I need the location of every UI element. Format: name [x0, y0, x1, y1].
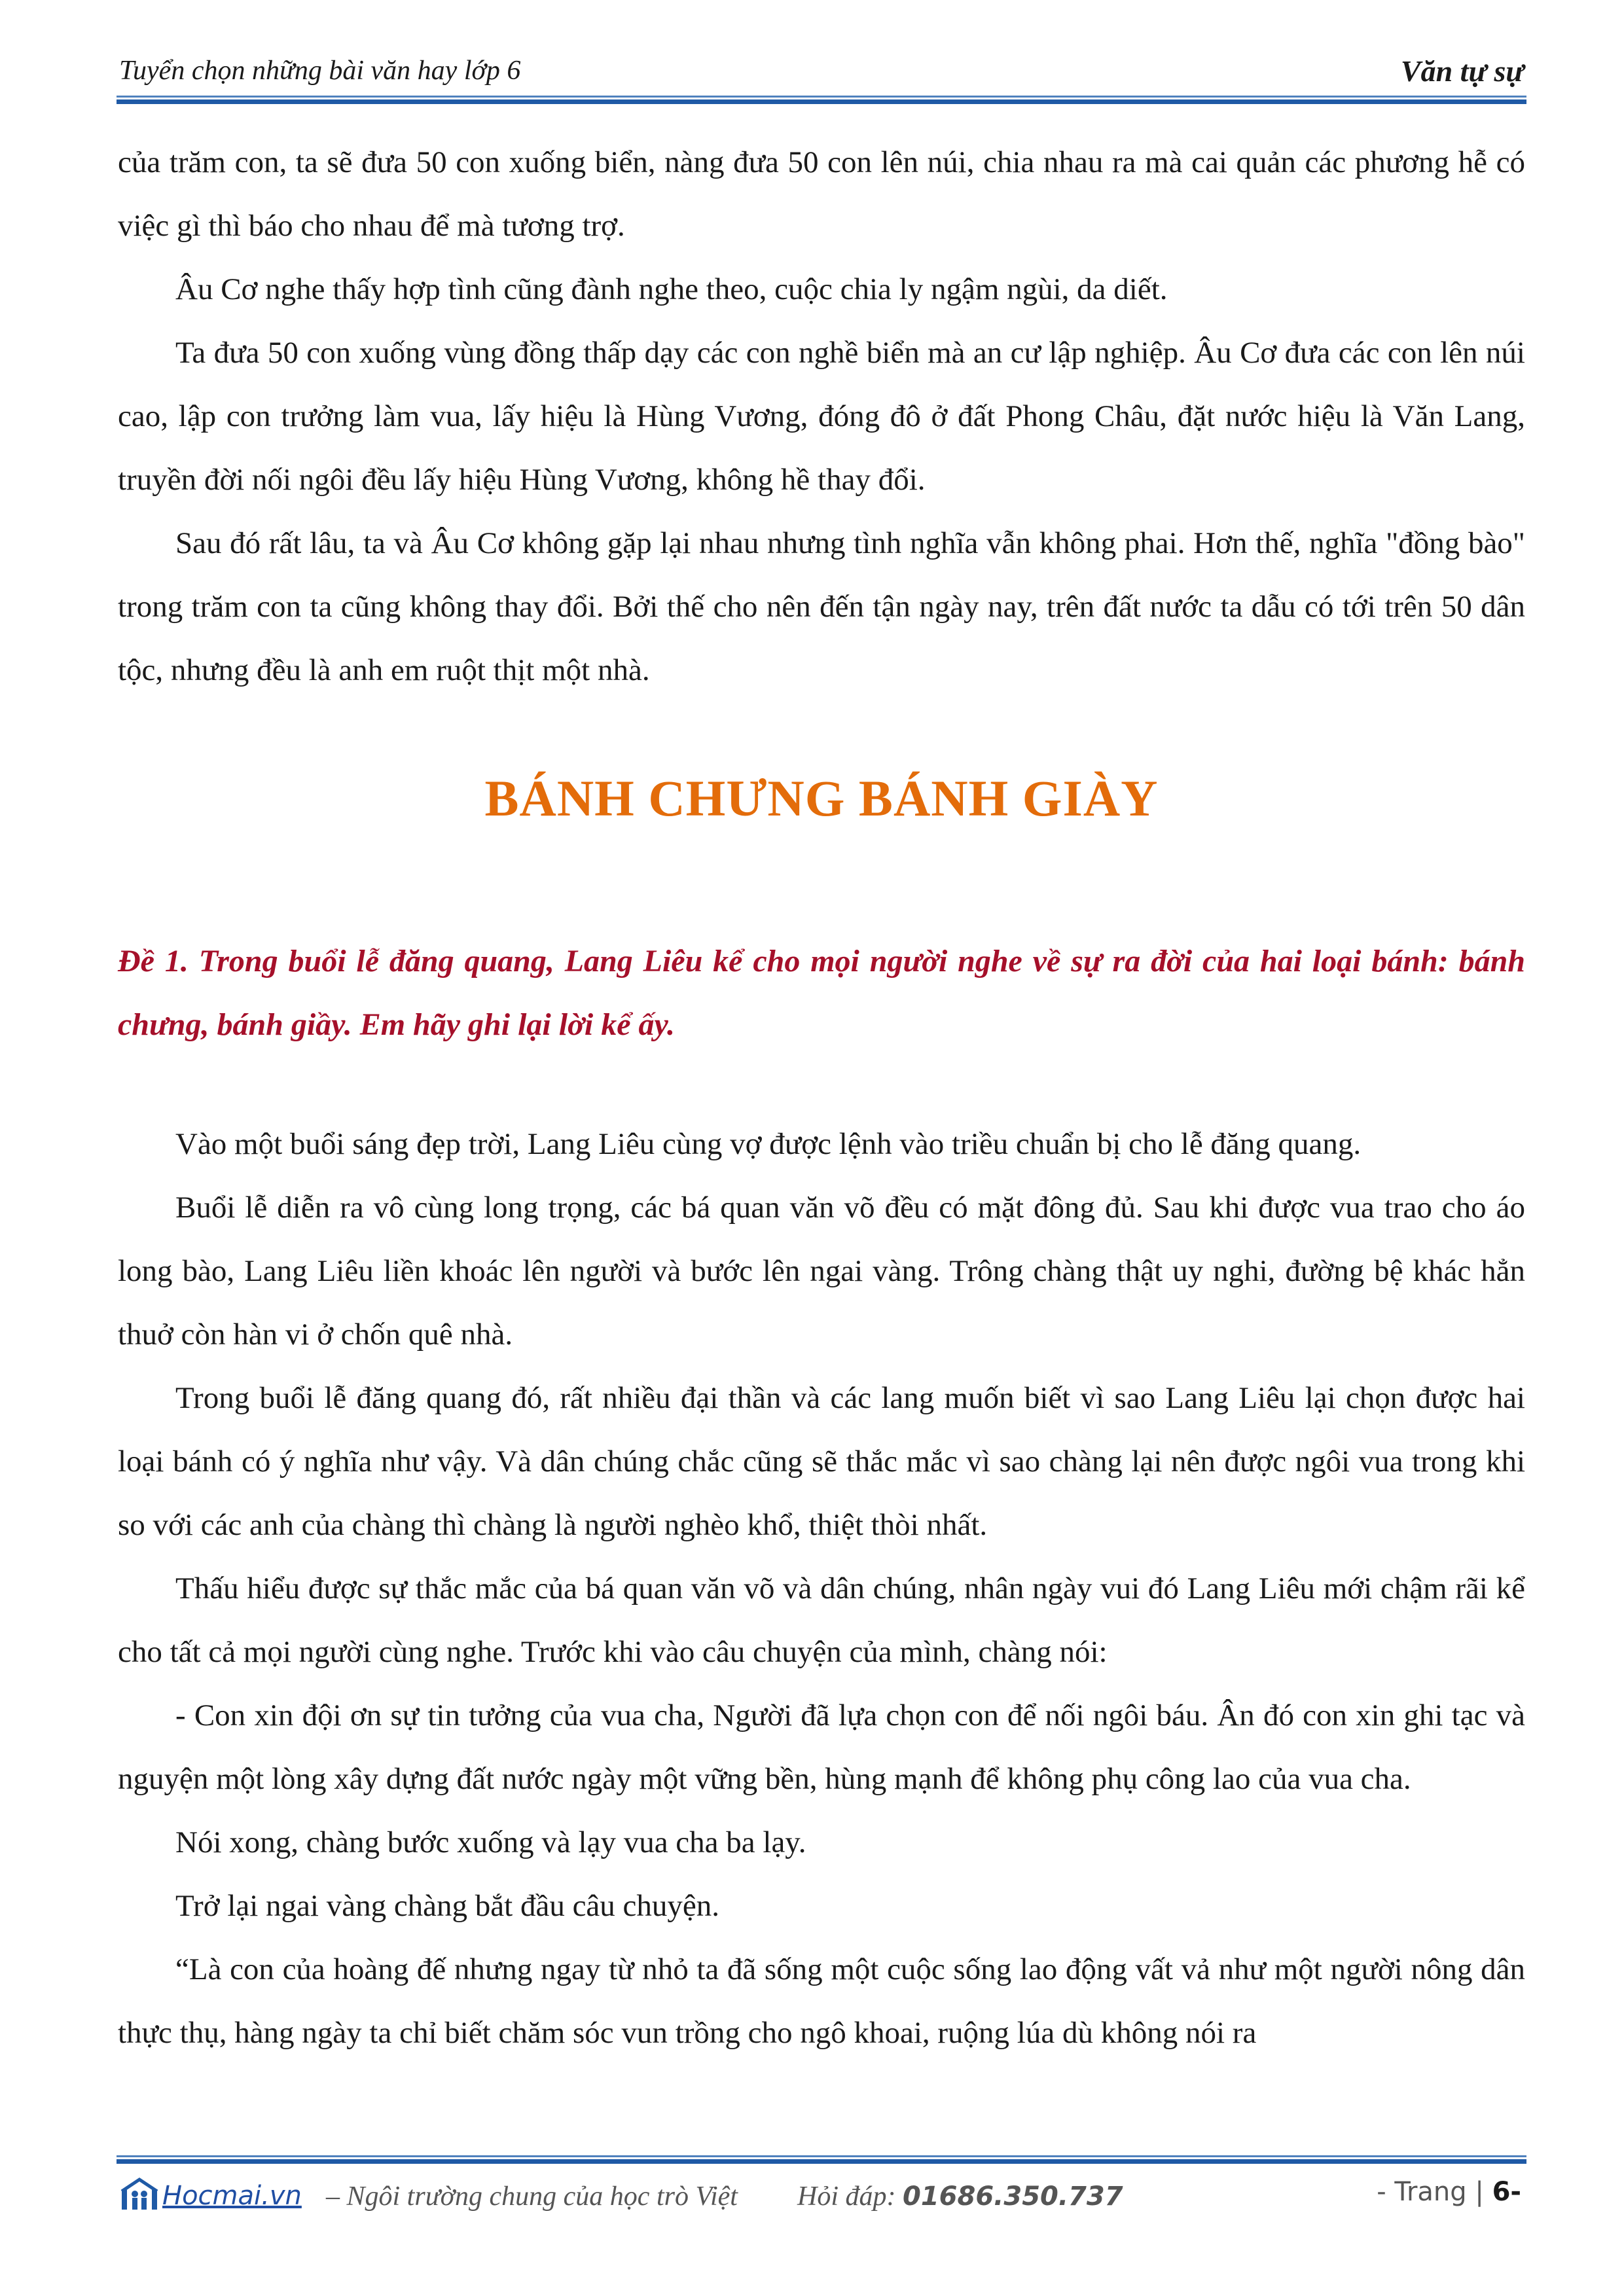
paragraph: “Là con của hoàng đế nhưng ngay từ nhỏ ta đã sống một cuộc sống lao động vất vả như một người nông dân thực thụ, hàng ngày ta chỉ biết chăm sóc vun trồng cho ngô khoai, ruộng lúa dù không nói ra [118, 1952, 1525, 2050]
header-book-title: Tuyển chọn những bài văn hay lớp 6 [119, 56, 521, 86]
paragraph: của trăm con, ta sẽ đưa 50 con xuống biển, nàng đưa 50 con lên núi, chia nhau ra mà cai quản các phương hễ có việc gì thì báo cho nhau để mà tương trợ. [118, 145, 1525, 243]
site-link[interactable]: Hocmai.vn [162, 2181, 302, 2211]
essay-body [118, 1113, 1525, 2065]
header-genre: Văn tự sự [1400, 54, 1524, 88]
intro-text [118, 131, 1525, 702]
paragraph: Sau đó rất lâu, ta và Âu Cơ không gặp lại nhau nhưng tình nghĩa vẫn không phai. Hơn thế, nghĩa "đồng bào" trong trăm con ta cũng không thay đổi. Bởi thế cho nên đến tận ngày nay, trên đất nước ta dẫu có tới trên 50 dân tộc, nhưng đều là anh em ruột thịt một nhà. [118, 526, 1525, 687]
header-rule-thin [117, 96, 1526, 98]
paragraph: Nói xong, chàng bước xuống và lạy vua cha ba lạy. [175, 1825, 806, 1859]
page-header [117, 51, 1526, 97]
footer-slogan: – Ngôi trường chung của học trò Việt [326, 2181, 738, 2212]
page-label: - Trang | [1377, 2177, 1492, 2207]
page-number-value: 6- [1492, 2177, 1521, 2207]
footer-rule-thick [117, 2159, 1526, 2164]
section-title: BÁNH CHƯNG BÁNH GIÀY [484, 770, 1159, 827]
paragraph: Buổi lễ diễn ra vô cùng long trọng, các bá quan văn võ đều có mặt đông đủ. Sau khi được vua trao cho áo long bào, Lang Liêu liền khoác lên người và bước lên ngai vàng. Trông chàng thật uy nghi, đường bệ khác hẳn thuở còn hàn vi ở chốn quê nhà. [118, 1191, 1525, 1352]
paragraph: Trong buổi lễ đăng quang đó, rất nhiều đại thần và các lang muốn biết vì sao Lang Liêu lại chọn được hai loại bánh có ý nghĩa như vậy. Và dân chúng chắc cũng sẽ thắc mắc vì sao chàng lại nên được ngôi vua trong khi so với các anh của chàng thì chàng là người nghèo khổ, thiệt thòi nhất. [118, 1381, 1525, 1542]
hotline-number: 01686.350.737 [903, 2181, 1123, 2212]
hocmai-logo-icon [120, 2177, 158, 2214]
paragraph: Thấu hiểu được sự thắc mắc của bá quan văn võ và dân chúng, nhân ngày vui đó Lang Liêu mới chậm rãi kể cho tất cả mọi người cùng nghe. Trước khi vào câu chuyện của mình, chàng nói: [118, 1571, 1525, 1669]
footer-rule-thin [117, 2155, 1526, 2157]
paragraph: Vào một buổi sáng đẹp trời, Lang Liêu cùng vợ được lệnh vào triều chuẩn bị cho lễ đăng quang. [175, 1127, 1362, 1161]
page-number [1377, 2177, 1521, 2207]
paragraph: Trở lại ngai vàng chàng bắt đầu câu chuyện. [175, 1889, 720, 1923]
paragraph: Ta đưa 50 con xuống vùng đồng thấp dạy các con nghề biển mà an cư lập nghiệp. Âu Cơ đưa các con lên núi cao, lập con trưởng làm vua, lấy hiệu là Hùng Vương, đóng đô ở đất Phong Châu, đặt nước hiệu là Văn Lang, truyền đời nối ngôi đều lấy hiệu Hùng Vương, không hề thay đổi. [118, 336, 1525, 497]
footer-hotline [797, 2181, 1123, 2212]
essay-prompt: Đề 1. Trong buổi lễ đăng quang, Lang Liêu kể cho mọi người nghe về sự ra đời của hai loại bánh: bánh chưng, bánh giầy. Em hãy ghi lại lời kể ấy. [118, 944, 1525, 1042]
paragraph: - Con xin đội ơn sự tin tưởng của vua cha, Người đã lựa chọn con để nối ngôi báu. Ân đó con xin ghi tạc và nguyện một lòng xây dựng đất nước ngày một vững bền, hùng mạnh để không phụ công lao của vua cha. [118, 1698, 1525, 1796]
page-footer [117, 2172, 1526, 2231]
paragraph: Âu Cơ nghe thấy hợp tình cũng đành nghe theo, cuộc chia ly ngậm ngùi, da diết. [175, 272, 1168, 306]
hotline-label: Hỏi đáp: [797, 2181, 903, 2212]
header-rule-thick [117, 99, 1526, 104]
